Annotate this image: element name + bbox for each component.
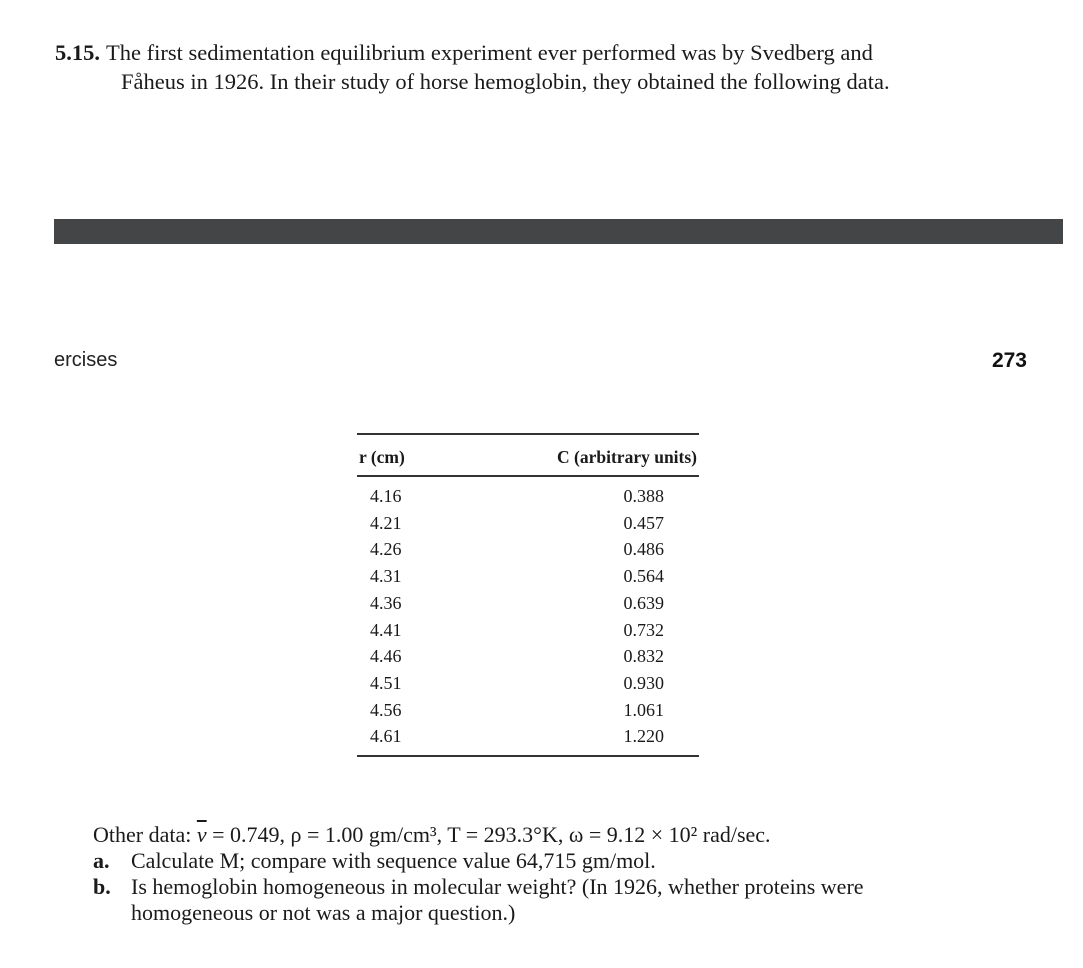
table-row [357, 590, 699, 617]
problem-number: 5.15. [55, 40, 100, 65]
cell-r-value: 4.21 [370, 512, 402, 533]
v-bar-symbol: $\overline{v}$ [196, 822, 207, 847]
cell-r-value: 4.41 [370, 619, 402, 640]
part-a-text: Calculate M; compare with sequence value 64,715 gm/mol. [131, 848, 656, 873]
cell-r-value: 4.26 [370, 539, 402, 560]
other-data-values: = 0.749, ρ = 1.00 gm/cm³, T = 293.3°K, ω = 9.12 × 10² rad/sec. [206, 822, 771, 847]
cell-r-value: 4.51 [370, 672, 402, 693]
cell-r-value: 4.61 [357, 723, 411, 756]
table-row [357, 643, 699, 670]
problem-line-2: Fåheus in 1926. In their study of horse hemoglobin, they obtained the following data. [121, 69, 890, 94]
part-a-label: a. [93, 848, 110, 873]
part-b [93, 874, 1053, 926]
cell-c-value: 1.220 [411, 723, 699, 756]
table-body [357, 476, 699, 756]
cell-r-value: 4.36 [370, 592, 402, 613]
table-row [357, 697, 699, 724]
cell-r-value: 4.16 [370, 486, 402, 506]
cell-c-value: 0.832 [623, 646, 664, 667]
cell-c-value: 0.639 [623, 592, 664, 613]
cell-r-value: 4.31 [370, 566, 402, 587]
cell-c-value: 0.732 [623, 619, 664, 640]
data-table [357, 433, 699, 757]
table-row [357, 536, 699, 563]
table-row [357, 723, 699, 756]
other-data-line [93, 822, 1053, 848]
cell-c-value: 0.388 [623, 486, 664, 506]
part-b-label: b. [93, 874, 111, 899]
column-header-r: r (cm) [357, 434, 411, 476]
cell-r-value: 4.56 [370, 699, 402, 720]
section-heading: ercises [54, 349, 118, 371]
cell-c-value: 1.061 [623, 699, 664, 720]
table-row [357, 476, 699, 510]
problem-details [93, 822, 1053, 926]
table-row [357, 510, 699, 537]
table-row [357, 617, 699, 644]
cell-c-value: 0.930 [623, 672, 664, 693]
table-header-row [357, 434, 699, 476]
cell-c-value: 0.486 [623, 539, 664, 560]
other-data-prefix: Other data: [93, 822, 197, 847]
cell-c-value: 0.564 [623, 566, 664, 587]
table-row [357, 563, 699, 590]
column-header-c: C (arbitrary units) [411, 434, 699, 476]
page-divider-bar [54, 219, 1063, 244]
problem-line-1: The first sedimentation equilibrium experiment ever performed was by Svedberg and [106, 40, 873, 65]
part-b-text-line-2: homogeneous or not was a major question.) [131, 900, 516, 925]
problem-statement [55, 38, 1065, 96]
table-row [357, 670, 699, 697]
part-b-text-line-1: Is hemoglobin homogeneous in molecular weight? (In 1926, whether proteins were [131, 874, 864, 899]
cell-c-value: 0.457 [623, 512, 664, 533]
cell-r-value: 4.46 [370, 646, 402, 667]
page-number: 273 [991, 349, 1027, 372]
part-a [93, 848, 1053, 874]
